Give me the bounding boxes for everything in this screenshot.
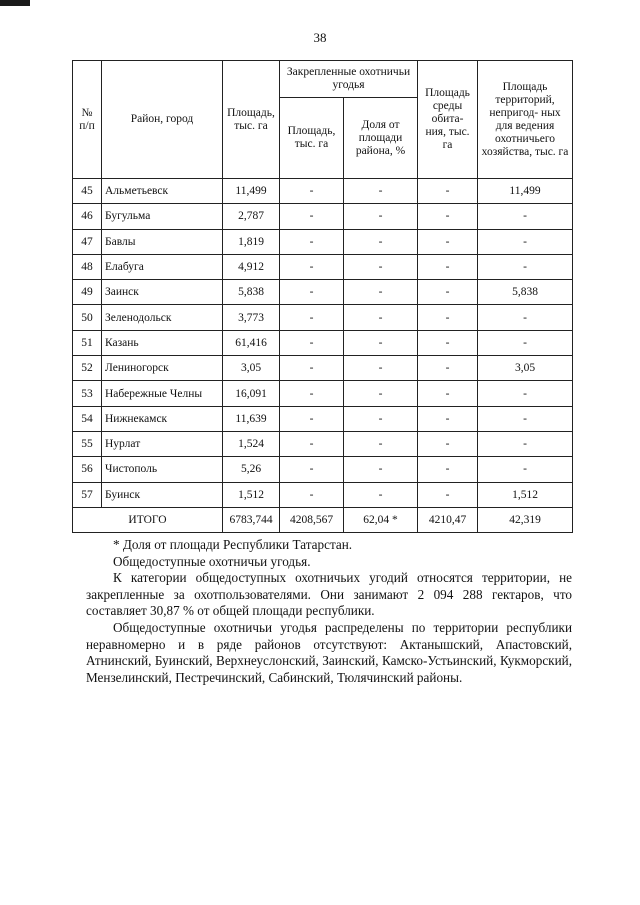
row-num: 53 (73, 381, 102, 406)
row-unsuitable: - (478, 254, 573, 279)
row-habitat: - (418, 482, 478, 507)
row-area: 5,838 (223, 280, 280, 305)
row-share: - (344, 457, 418, 482)
row-district: Заинск (102, 280, 223, 305)
table-body (73, 179, 573, 508)
row-assigned-area: - (280, 457, 344, 482)
header-habitat-area: Площадь среды обита- ния, тыс. га (418, 61, 478, 179)
total-habitat: 4210,47 (418, 507, 478, 532)
row-district: Бавлы (102, 229, 223, 254)
row-habitat: - (418, 254, 478, 279)
table-row (73, 482, 573, 507)
row-area: 3,05 (223, 356, 280, 381)
row-share: - (344, 254, 418, 279)
header-area: Площадь, тыс. га (223, 61, 280, 179)
row-unsuitable: - (478, 204, 573, 229)
row-habitat: - (418, 305, 478, 330)
row-unsuitable: - (478, 406, 573, 431)
row-habitat: - (418, 356, 478, 381)
paragraph: Общедоступные охотничьи угодья распределены по территории республики неравномерно и в ряде районов отсутствуют: Актанышский, Апастовский, Атнинский, Буинский, Верхнеуслонский, Заинский, Камско-Устьинский, Кукморский, Мензелинский, Пестречинский, Сабинский, Тюлячинский районы. (86, 619, 572, 685)
row-num: 45 (73, 179, 102, 204)
table-row (73, 254, 573, 279)
row-area: 61,416 (223, 330, 280, 355)
row-share: - (344, 431, 418, 456)
row-unsuitable: 3,05 (478, 356, 573, 381)
row-share: - (344, 356, 418, 381)
row-district: Буинск (102, 482, 223, 507)
row-district: Альметьевск (102, 179, 223, 204)
total-area: 6783,744 (223, 507, 280, 532)
row-num: 46 (73, 204, 102, 229)
row-num: 51 (73, 330, 102, 355)
row-habitat: - (418, 330, 478, 355)
table-row (73, 204, 573, 229)
header-num: № п/п (73, 61, 102, 179)
row-habitat: - (418, 406, 478, 431)
row-habitat: - (418, 280, 478, 305)
header-assigned-share: Доля от площади района, % (344, 98, 418, 179)
total-row (73, 507, 573, 532)
total-assigned-area: 4208,567 (280, 507, 344, 532)
header-assigned-group: Закрепленные охотничьи угодья (280, 61, 418, 98)
table-row (73, 356, 573, 381)
row-assigned-area: - (280, 305, 344, 330)
row-share: - (344, 229, 418, 254)
row-area: 3,773 (223, 305, 280, 330)
row-num: 50 (73, 305, 102, 330)
row-area: 4,912 (223, 254, 280, 279)
row-area: 5,26 (223, 457, 280, 482)
row-unsuitable: - (478, 381, 573, 406)
row-area: 11,499 (223, 179, 280, 204)
row-num: 52 (73, 356, 102, 381)
row-share: - (344, 330, 418, 355)
row-share: - (344, 204, 418, 229)
row-district: Набережные Челны (102, 381, 223, 406)
table-row (73, 457, 573, 482)
row-habitat: - (418, 204, 478, 229)
row-unsuitable: 5,838 (478, 280, 573, 305)
table-header-row (73, 61, 573, 98)
body-text (86, 537, 572, 686)
scan-corner-mark (0, 0, 30, 6)
table-row (73, 381, 573, 406)
row-area: 1,512 (223, 482, 280, 507)
row-habitat: - (418, 431, 478, 456)
row-unsuitable: - (478, 330, 573, 355)
row-assigned-area: - (280, 280, 344, 305)
row-unsuitable: - (478, 457, 573, 482)
footnote: * Доля от площади Республики Татарстан. (113, 537, 353, 552)
row-unsuitable: 11,499 (478, 179, 573, 204)
page-number: 38 (313, 30, 327, 45)
row-num: 56 (73, 457, 102, 482)
header-unsuitable-area: Площадь территорий, непригод- ных для ведения охотничьего хозяйства, тыс. га (478, 61, 573, 179)
row-assigned-area: - (280, 381, 344, 406)
table-row (73, 330, 573, 355)
row-assigned-area: - (280, 229, 344, 254)
paragraph: К категории общедоступных охотничьих угодий относятся территории, не закрепленные за охотпользователями. Они занимают 2 094 288 гектаров, что составляет 30,87 % от общей площади республики. (86, 570, 572, 619)
table-row (73, 431, 573, 456)
table-row (73, 280, 573, 305)
row-district: Лениногорск (102, 356, 223, 381)
row-area: 1,524 (223, 431, 280, 456)
row-num: 47 (73, 229, 102, 254)
row-assigned-area: - (280, 482, 344, 507)
table-row (73, 406, 573, 431)
row-unsuitable: 1,512 (478, 482, 573, 507)
row-habitat: - (418, 229, 478, 254)
row-assigned-area: - (280, 179, 344, 204)
row-num: 57 (73, 482, 102, 507)
row-district: Чистополь (102, 457, 223, 482)
table-row (73, 179, 573, 204)
row-district: Елабуга (102, 254, 223, 279)
row-unsuitable: - (478, 305, 573, 330)
row-num: 54 (73, 406, 102, 431)
row-area: 16,091 (223, 381, 280, 406)
row-district: Бугульма (102, 204, 223, 229)
total-label: ИТОГО (73, 507, 223, 532)
row-area: 1,819 (223, 229, 280, 254)
row-habitat: - (418, 457, 478, 482)
hunting-grounds-table (72, 60, 573, 533)
row-assigned-area: - (280, 431, 344, 456)
table-row (73, 305, 573, 330)
paragraphs (86, 554, 572, 687)
row-assigned-area: - (280, 406, 344, 431)
row-unsuitable: - (478, 229, 573, 254)
row-num: 55 (73, 431, 102, 456)
row-district: Казань (102, 330, 223, 355)
row-assigned-area: - (280, 330, 344, 355)
row-habitat: - (418, 381, 478, 406)
row-share: - (344, 305, 418, 330)
table-row (73, 229, 573, 254)
row-district: Нурлат (102, 431, 223, 456)
row-share: - (344, 381, 418, 406)
row-num: 49 (73, 280, 102, 305)
row-num: 48 (73, 254, 102, 279)
row-area: 2,787 (223, 204, 280, 229)
row-share: - (344, 406, 418, 431)
row-share: - (344, 280, 418, 305)
row-share: - (344, 482, 418, 507)
row-assigned-area: - (280, 356, 344, 381)
row-habitat: - (418, 179, 478, 204)
row-area: 11,639 (223, 406, 280, 431)
row-district: Нижнекамск (102, 406, 223, 431)
total-unsuitable: 42,319 (478, 507, 573, 532)
row-unsuitable: - (478, 431, 573, 456)
row-assigned-area: - (280, 204, 344, 229)
row-district: Зеленодольск (102, 305, 223, 330)
row-assigned-area: - (280, 254, 344, 279)
total-share: 62,04 * (344, 507, 418, 532)
row-share: - (344, 179, 418, 204)
header-district: Район, город (102, 61, 223, 179)
header-assigned-area: Площадь, тыс. га (280, 98, 344, 179)
paragraph: Общедоступные охотничьи угодья. (113, 553, 311, 569)
